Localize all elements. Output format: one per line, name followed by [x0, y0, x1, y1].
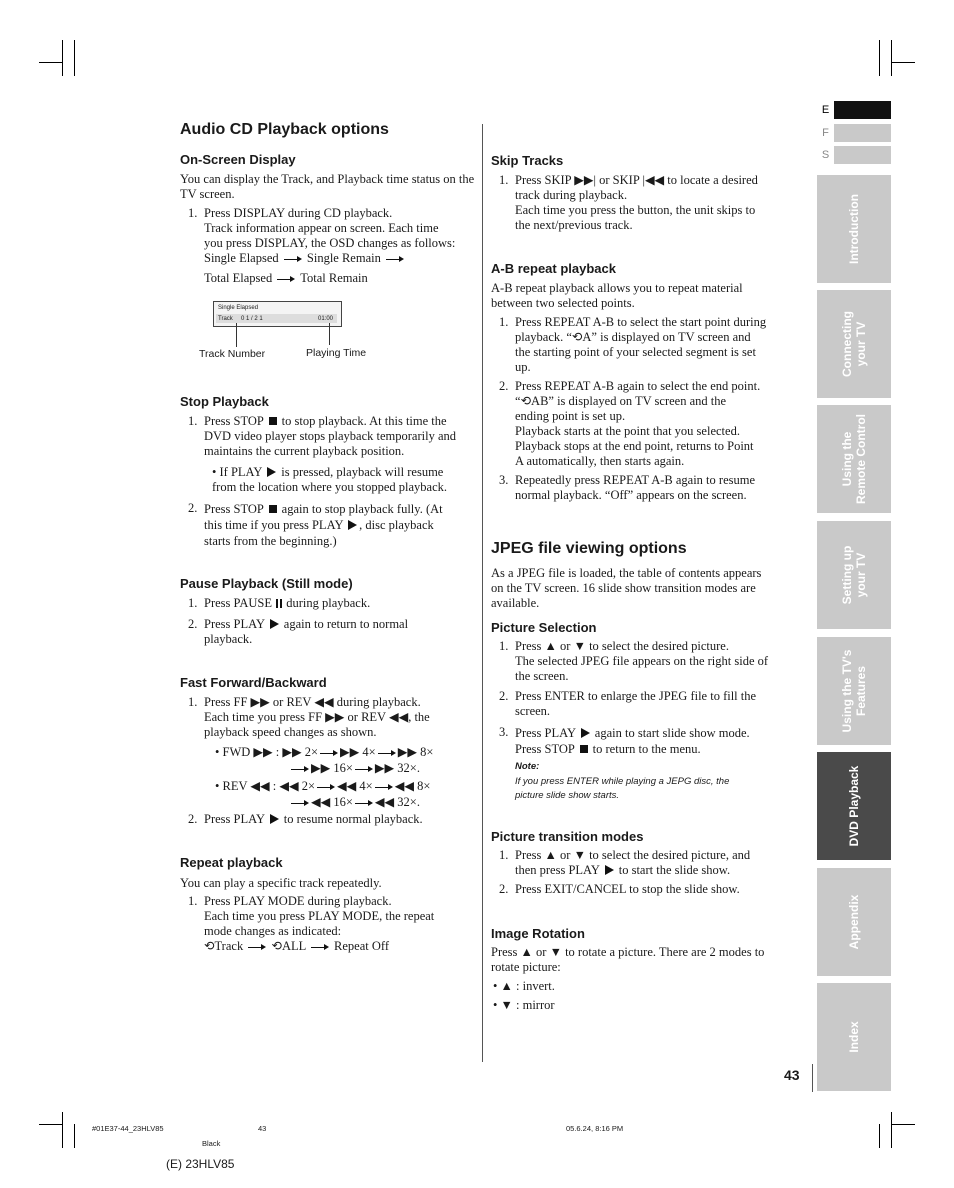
subheading: Picture transition modes	[491, 829, 644, 844]
arrow-right-icon	[284, 254, 302, 262]
rev-icon: ◀◀	[314, 695, 334, 709]
crop-mark	[891, 40, 892, 76]
step-number: 2.	[188, 617, 198, 631]
subheading: Pause Playback (Still mode)	[180, 576, 353, 591]
arrow-right-icon	[355, 764, 373, 772]
skip-next-icon: ▶▶|	[574, 173, 597, 187]
step-number: 1.	[499, 848, 509, 862]
language-tab-spanish[interactable]: S	[817, 146, 891, 164]
repeat-icon: ⟲	[520, 394, 532, 408]
stop-icon	[580, 745, 588, 753]
repeat-icon: ⟲	[204, 939, 215, 953]
callout-playing-time: Playing Time	[306, 347, 367, 359]
ff-icon: ▶▶	[340, 745, 360, 759]
pause-icon	[276, 599, 282, 608]
crop-mark	[39, 62, 63, 63]
step-text: Press PLAY MODE during playback. Each time you press PLAY MODE, the repeat mode changes as indicated: ⟲Track ⟲ALL Repeat Off	[204, 894, 435, 953]
crop-mark	[62, 1112, 63, 1148]
stop-icon	[269, 417, 277, 425]
paragraph: You can display the Track, and Playback time status on the TV screen.	[180, 172, 475, 201]
arrow-right-icon	[291, 798, 309, 806]
subheading: Stop Playback	[180, 394, 269, 409]
step-text: Press REPEAT A-B to select the start point during playback. “⟲A” is displayed on TV screen and the starting point of your selected segment is set up.	[515, 315, 767, 374]
ff-icon: ▶▶	[397, 745, 417, 759]
arrow-right-icon	[317, 782, 335, 790]
step-number: 1.	[188, 894, 198, 908]
step-text: Press PLAY again to start slide show mode. Press STOP to return to the menu.	[515, 726, 750, 756]
skip-prev-icon: |◀◀	[642, 173, 665, 187]
subheading: On-Screen Display	[180, 152, 296, 167]
paragraph: A-B repeat playback allows you to repeat material between two selected points.	[491, 281, 743, 310]
section-title: JPEG file viewing options	[491, 540, 687, 557]
step-text: Repeatedly press REPEAT A-B again to resume normal playback. “Off” appears on the screen.	[515, 473, 756, 502]
play-icon	[348, 520, 357, 530]
step-number: 1.	[188, 596, 198, 610]
step-number: 1.	[188, 206, 198, 220]
sidebar-tab-features[interactable]: Using the TV's Features	[817, 637, 891, 745]
play-icon	[267, 467, 276, 477]
osd-display	[213, 301, 342, 327]
crop-mark	[879, 40, 880, 76]
crop-mark	[74, 40, 75, 76]
step-number: 3.	[499, 473, 509, 487]
arrow-right-icon	[378, 748, 396, 756]
down-arrow-icon: ▼	[500, 998, 513, 1012]
callout-line	[329, 323, 330, 345]
arrow-right-icon	[355, 798, 373, 806]
page-number: 43	[784, 1067, 800, 1083]
callout-line	[236, 323, 237, 347]
sidebar-tab-setting-up[interactable]: Setting up your TV	[817, 521, 891, 629]
footer-page: 43	[258, 1124, 267, 1133]
step-text: Press ▲ or ▼ to select the desired picture. The selected JPEG file appears on the right side of the screen.	[515, 639, 769, 683]
osd-track-label: Track	[218, 316, 233, 322]
footer-model: (E) 23HLV85	[166, 1157, 235, 1171]
sidebar-tab-appendix[interactable]: Appendix	[817, 868, 891, 976]
crop-mark	[879, 1124, 880, 1148]
arrow-right-icon	[386, 254, 404, 262]
callout-track-number: Track Number	[199, 348, 266, 360]
sidebar-tab-index[interactable]: Index	[817, 983, 891, 1091]
crop-mark	[62, 40, 63, 76]
step-number: 1.	[188, 414, 198, 428]
rev-icon: ◀◀	[337, 779, 357, 793]
paragraph: You can play a specific track repeatedly.	[180, 876, 382, 890]
language-tab-english[interactable]: E	[817, 101, 891, 119]
play-icon	[270, 619, 279, 629]
arrow-right-icon	[277, 274, 295, 282]
footer-file: #01E37-44_23HLV85	[92, 1124, 164, 1133]
section-title: Audio CD Playback options	[180, 121, 389, 138]
osd-time: 01:00	[318, 316, 334, 322]
step-text: Press PLAY again to return to normal playback.	[204, 617, 409, 646]
repeat-icon: ⟲	[571, 330, 583, 344]
step-number: 2.	[188, 501, 198, 515]
crop-mark	[891, 1112, 892, 1148]
arrow-right-icon	[375, 782, 393, 790]
up-arrow-icon: ▲	[544, 639, 557, 653]
step-text: Press REPEAT A-B again to select the end point. “⟲AB” is displayed on TV screen and the ending point is set up. Playback starts at the point that you selected. Playback stops at the end point, returns to Point A automatically, then starts again.	[515, 379, 761, 468]
rev-icon: ◀◀	[311, 795, 331, 809]
arrow-right-icon	[291, 764, 309, 772]
rev-icon: ◀◀	[394, 779, 414, 793]
sidebar-tab-introduction[interactable]: Introduction	[817, 175, 891, 283]
crop-mark	[891, 62, 915, 63]
rev-icon: ◀◀	[388, 710, 409, 724]
up-arrow-icon: ▲	[520, 945, 533, 959]
rev-icon: ◀◀	[250, 779, 270, 793]
up-arrow-icon: ▲	[544, 848, 557, 862]
ff-icon: ▶▶	[282, 745, 302, 759]
step-number: 1.	[188, 695, 198, 709]
step-text: Press DISPLAY during CD playback. Track information appear on screen. Each time you press DISPLAY, the OSD changes as follows: Single Elapsed Single Remain Total Elapsed Total Remain	[204, 206, 456, 285]
sidebar-tab-dvd-playback[interactable]: DVD Playback	[817, 752, 891, 860]
footer-color: Black	[202, 1139, 221, 1148]
rev-sequence: • REV ◀◀ : ◀◀ 2× ◀◀ 4× ◀◀ 8× ◀◀ 16× ◀◀ 32×.	[215, 779, 431, 809]
bullet-item: • ▲ : invert.	[493, 979, 555, 993]
arrow-right-icon	[248, 942, 266, 950]
rev-icon: ◀◀	[374, 795, 395, 809]
ff-icon: ▶▶	[374, 761, 395, 775]
down-arrow-icon: ▼	[549, 945, 562, 959]
step-number: 2.	[188, 812, 198, 826]
arrow-right-icon	[320, 748, 338, 756]
osd-title: Single Elapsed	[218, 305, 259, 311]
column-divider	[482, 124, 483, 1062]
ff-icon: ▶▶	[311, 761, 331, 775]
stop-icon	[269, 505, 277, 513]
step-number: 1.	[499, 173, 509, 187]
down-arrow-icon: ▼	[573, 639, 586, 653]
repeat-icon: ⟲	[271, 939, 282, 953]
sidebar-tab-remote-control[interactable]: Using the Remote Control	[817, 405, 891, 513]
crop-mark	[891, 1124, 915, 1125]
step-number: 1.	[499, 315, 509, 329]
bullet-item: • ▼ : mirror	[493, 998, 555, 1012]
crop-mark	[39, 1124, 63, 1125]
paragraph: Press ▲ or ▼ to rotate a picture. There are 2 modes to rotate picture:	[491, 945, 765, 974]
language-tab-french[interactable]: F	[817, 124, 891, 142]
play-icon	[605, 865, 614, 875]
osd-track-number: 0 1 / 2 1	[241, 316, 263, 322]
step-text: Press FF ▶▶ or REV ◀◀ during playback. Each time you press FF ▶▶ or REV ◀◀, the playback speed changes as shown.	[204, 695, 430, 739]
ff-icon: ▶▶	[250, 695, 270, 709]
note-label: Note:	[515, 761, 540, 772]
subheading: Fast Forward/Backward	[180, 675, 327, 690]
up-arrow-icon: ▲	[500, 979, 513, 993]
step-number: 3.	[499, 725, 509, 739]
step-number: 2.	[499, 882, 509, 896]
subheading: Skip Tracks	[491, 153, 564, 168]
crop-mark	[74, 1124, 75, 1148]
sidebar-rule	[812, 1064, 813, 1092]
subheading: A-B repeat playback	[491, 261, 616, 276]
step-number: 1.	[499, 639, 509, 653]
subheading: Image Rotation	[491, 926, 585, 941]
fwd-sequence: • FWD ▶▶ : ▶▶ 2× ▶▶ 4× ▶▶ 8× ▶▶ 16× ▶▶ 32×.	[215, 745, 434, 775]
subheading: Picture Selection	[491, 620, 597, 635]
step-text: Press STOP again to stop playback fully. (At this time if you press PLAY , disc playback starts from the beginning.)	[204, 502, 443, 548]
step-text: Press PAUSE during playback.	[204, 596, 371, 610]
step-text: Press ENTER to enlarge the JPEG file to fill the screen.	[515, 689, 757, 718]
play-icon	[581, 728, 590, 738]
sidebar-tab-connecting[interactable]: Connecting your TV	[817, 290, 891, 398]
footer-date: 05.6.24, 8:16 PM	[566, 1124, 624, 1133]
down-arrow-icon: ▼	[573, 848, 586, 862]
step-number: 2.	[499, 379, 509, 393]
play-icon	[270, 814, 279, 824]
arrow-right-icon	[311, 942, 329, 950]
step-text: Press EXIT/CANCEL to stop the slide show.	[515, 882, 740, 896]
subheading: Repeat playback	[180, 855, 283, 870]
ff-icon: ▶▶	[253, 745, 273, 759]
note-text: If you press ENTER while playing a JEPG disc, the picture slide show starts.	[515, 776, 730, 801]
step-number: 2.	[499, 689, 509, 703]
step-text: Press PLAY to resume normal playback.	[204, 812, 423, 826]
step-text: Press STOP to stop playback. At this time the DVD video player stops playback temporarily and maintains the current playback position. • If PLAY is pressed, playback will resume from the location where you stopped playback.	[204, 414, 457, 494]
step-text: Press SKIP ▶▶| or SKIP |◀◀ to locate a desired track during playback. Each time you press the button, the unit skips to the next/previous track.	[515, 173, 758, 232]
rev-icon: ◀◀	[279, 779, 299, 793]
ff-icon: ▶▶	[325, 710, 345, 724]
step-text: Press ▲ or ▼ to select the desired picture, and then press PLAY to start the slide show.	[515, 848, 751, 877]
paragraph: As a JPEG file is loaded, the table of contents appears on the TV screen. 16 slide show transition modes are available.	[491, 566, 762, 610]
